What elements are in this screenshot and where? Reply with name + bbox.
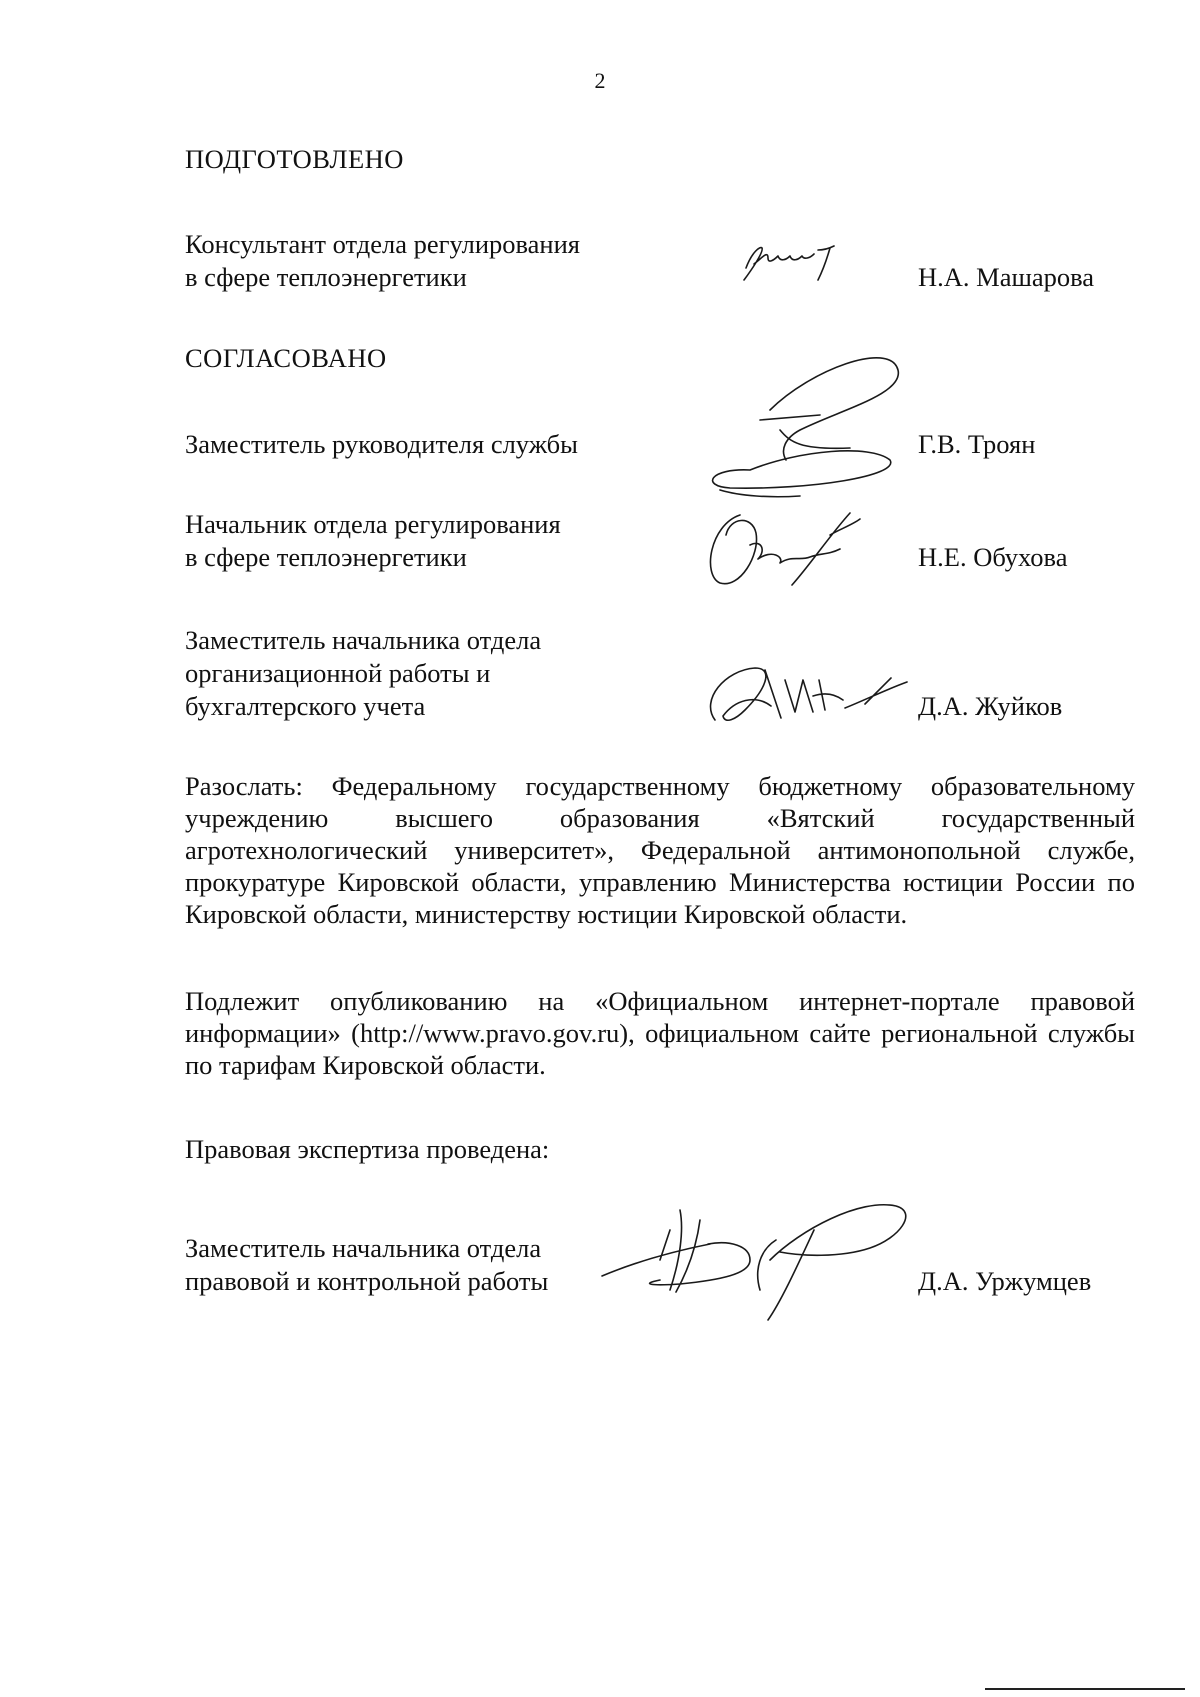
page-number: 2 — [594, 68, 606, 93]
agreed-2-position-line-1: Заместитель начальника отдела — [185, 625, 542, 655]
agreed-0-position-line-1: Заместитель руководителя службы — [185, 429, 578, 459]
prepared-heading: ПОДГОТОВЛЕНО — [185, 144, 404, 174]
bottom-edge-mark — [985, 1688, 1185, 1690]
agreed-1-name: Н.Е. Обухова — [918, 542, 1068, 572]
agreed-heading: СОГЛАСОВАНО — [185, 343, 387, 373]
signature-zhuikov — [695, 660, 910, 737]
prepared-position-line-1: Консультант отдела регулирования — [185, 229, 580, 259]
agreed-1-position-line-2: в сфере теплоэнергетики — [185, 542, 467, 572]
signature-urzhumtsev — [600, 1200, 920, 1332]
agreed-1-position-line-1: Начальник отдела регулирования — [185, 509, 561, 539]
signature-troyan — [690, 350, 910, 517]
agreed-0-name: Г.В. Троян — [918, 429, 1036, 459]
agreed-2-position-line-3: бухгалтерского учета — [185, 691, 426, 721]
agreed-2-name: Д.А. Жуйков — [918, 691, 1063, 721]
legal-review-position-line-2: правовой и контрольной работы — [185, 1266, 549, 1296]
signature-obukhova — [700, 505, 870, 597]
legal-review-position-line-1: Заместитель начальника отдела — [185, 1233, 542, 1263]
agreed-2-position-line-2: организационной работы и — [185, 658, 491, 688]
distribution-paragraph: Разослать: Федеральному государственному бюджетному образовательному учреждению высшего образования «Вятский государственный агротехнологический университет», Федеральной антимонопольной службе, прокуратуре Кировской области, управлению Министерства юстиции России по Кировской области, министерству юстиции Кировской области. — [185, 771, 1135, 929]
legal-review-name: Д.А. Уржумцев — [918, 1266, 1092, 1296]
prepared-position-line-2: в сфере теплоэнергетики — [185, 262, 467, 292]
prepared-name: Н.А. Машарова — [918, 262, 1095, 292]
legal-review-heading: Правовая экспертиза проведена: — [185, 1134, 550, 1164]
signature-masharova — [738, 238, 848, 295]
publication-paragraph: Подлежит опубликованию на «Официальном интернет-портале правовой информации» (http://www.pravo.gov.ru), официальном сайте региональной службы по тарифам Кировской области. — [185, 986, 1135, 1080]
